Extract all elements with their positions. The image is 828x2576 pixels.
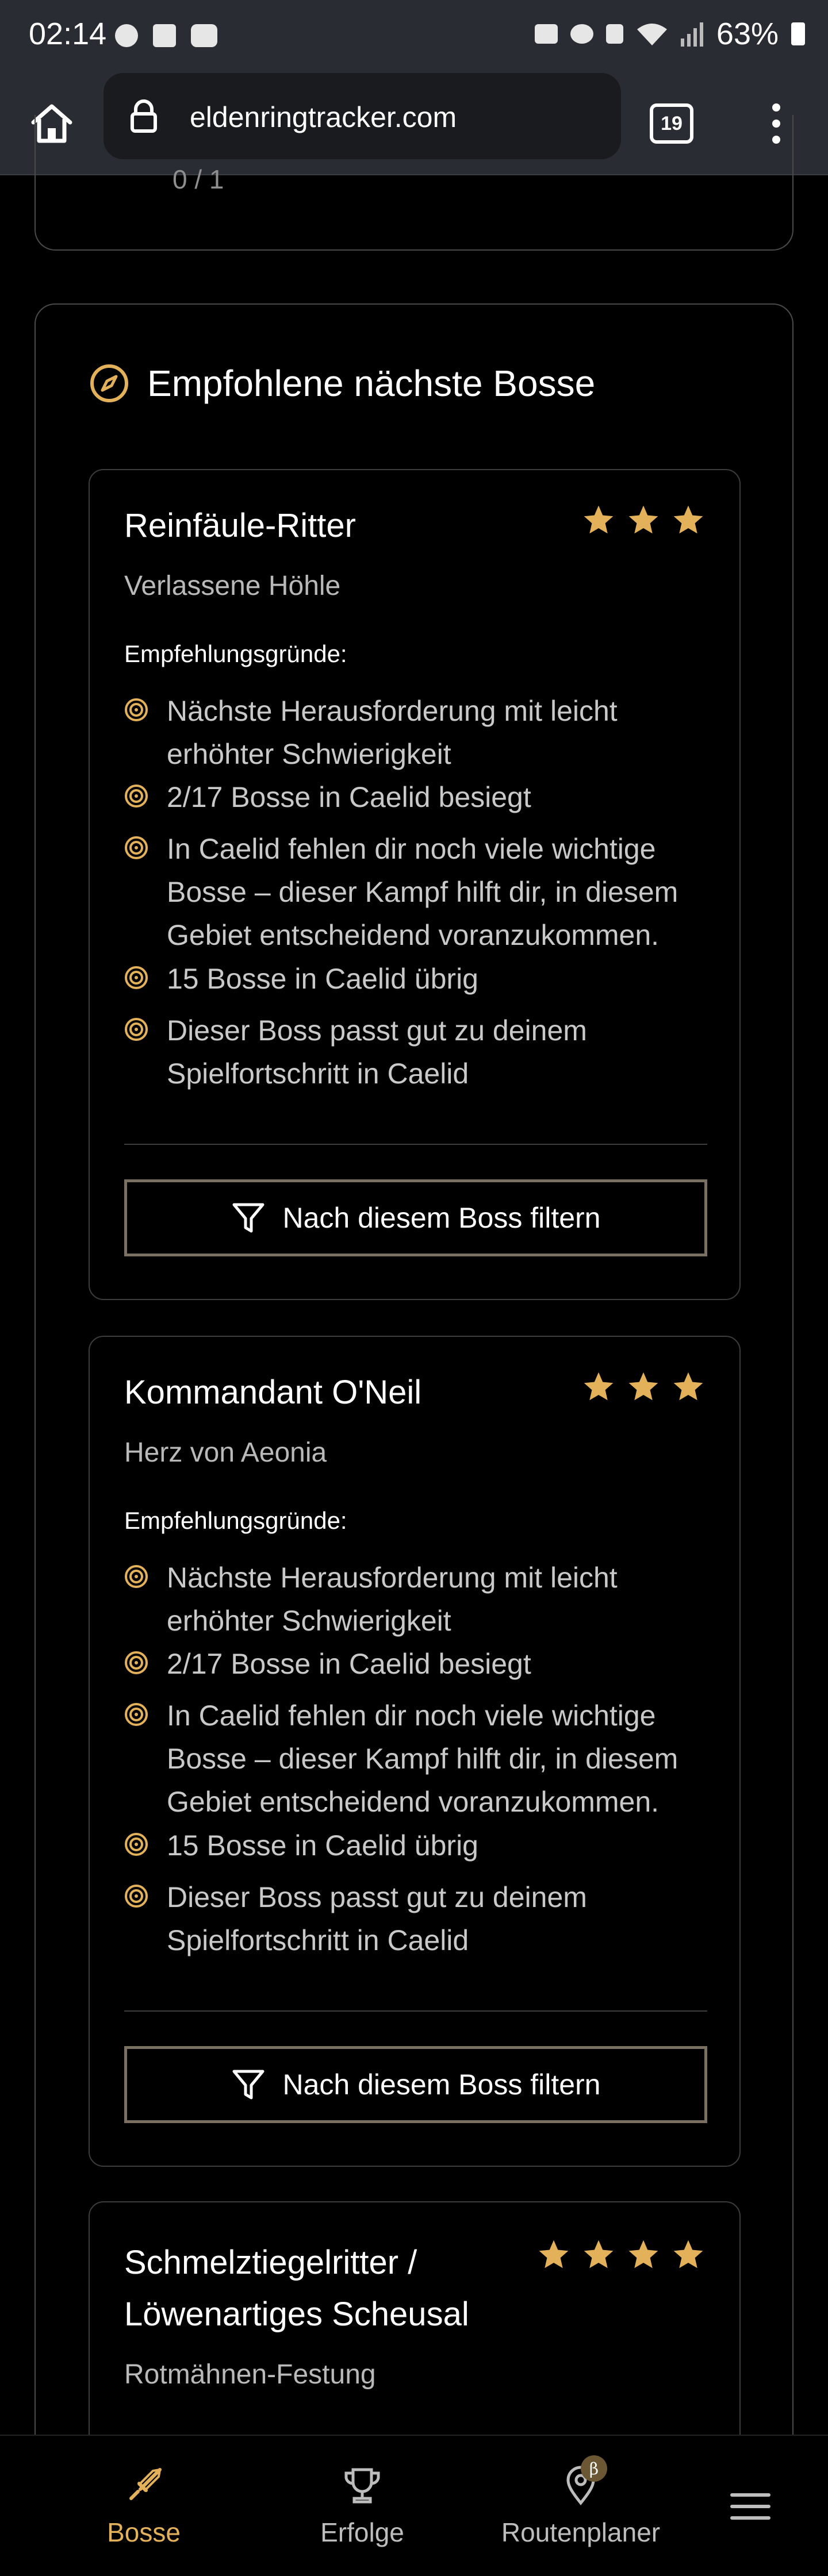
filter-by-boss-button[interactable] xyxy=(124,2046,707,2123)
reason-text: In Caelid fehlen dir noch viele wichtige Bosse – dieser Kampf hilft dir, in diesem Gebiet entscheidend voranzukommen. xyxy=(167,833,678,951)
signal-icon xyxy=(681,21,704,47)
alarm-icon xyxy=(570,24,593,44)
card-divider xyxy=(124,2010,707,2012)
star-icon xyxy=(582,1370,615,1404)
difficulty-stars xyxy=(537,2238,705,2271)
sword-icon xyxy=(123,2465,164,2506)
reason-item xyxy=(124,1824,711,1867)
target-icon xyxy=(124,836,148,860)
reasons-title: Empfehlungsgründe: xyxy=(124,640,347,667)
dot xyxy=(772,103,780,112)
target-icon xyxy=(124,698,148,722)
target-icon xyxy=(124,1564,148,1589)
star-icon xyxy=(627,2238,660,2271)
reason-item xyxy=(124,1876,711,1962)
battery-percent: 63% xyxy=(716,17,779,51)
target-icon xyxy=(124,784,148,808)
recommended-bosses-section xyxy=(34,303,793,2528)
target-icon xyxy=(124,1884,148,1908)
boss-card xyxy=(89,469,741,1300)
bottom-navigation xyxy=(0,2435,828,2576)
reason-item xyxy=(124,776,711,819)
target-icon xyxy=(124,1832,148,1856)
reason-item xyxy=(124,1694,711,1824)
star-icon xyxy=(672,503,705,537)
nav-label: Routenplaner xyxy=(501,2517,661,2547)
reason-item xyxy=(124,1643,711,1686)
wifi-icon xyxy=(636,21,668,47)
compass-icon xyxy=(89,363,130,404)
difficulty-stars xyxy=(582,503,705,537)
reason-item xyxy=(124,1009,711,1095)
status-time: 02:14 xyxy=(29,17,107,51)
target-icon xyxy=(124,1017,148,1041)
star-icon xyxy=(627,1370,660,1404)
status-bar xyxy=(0,0,828,72)
previous-progress-text: 0 / 1 xyxy=(172,164,224,194)
reason-text: 2/17 Bosse in Caelid besiegt xyxy=(167,1648,531,1680)
image-icon xyxy=(153,24,176,47)
boss-location: Rotmähnen-Festung xyxy=(124,2359,376,2390)
bed-icon xyxy=(535,24,558,44)
reason-text: 2/17 Bosse in Caelid besiegt xyxy=(167,781,531,813)
boss-name: Schmelztiegelritter / Löwenartiges Scheusal xyxy=(124,2244,469,2333)
section-header xyxy=(89,362,595,405)
status-left-icons xyxy=(115,24,217,47)
status-right-icons xyxy=(535,16,805,52)
card-divider xyxy=(124,1144,707,1145)
star-icon xyxy=(672,2238,705,2271)
reason-text: Nächste Herausforderung mit leicht erhöhter Schwierigkeit xyxy=(167,695,618,770)
star-icon xyxy=(627,503,660,537)
battery-icon xyxy=(791,22,805,45)
boss-name: Reinfäule-Ritter xyxy=(124,507,356,544)
bluetooth-icon xyxy=(606,24,623,44)
target-icon xyxy=(124,966,148,990)
boss-location: Verlassene Höhle xyxy=(124,571,341,601)
target-icon xyxy=(124,1651,148,1675)
boss-card xyxy=(89,1336,741,2167)
nav-item-bosse[interactable] xyxy=(86,2436,201,2576)
reason-text: Dieser Boss passt gut zu deinem Spielfortschritt in Caelid xyxy=(167,1881,587,1956)
reason-item xyxy=(124,690,711,776)
reason-item xyxy=(124,828,711,957)
minus-circle-icon xyxy=(115,24,138,47)
reasons-title: Empfehlungsgründe: xyxy=(124,1507,347,1534)
web-icon xyxy=(191,24,217,47)
star-icon xyxy=(537,2238,570,2271)
url-text: eldenringtracker.com xyxy=(190,101,457,133)
boss-location: Herz von Aeonia xyxy=(124,1437,327,1468)
filter-button-label: Nach diesem Boss filtern xyxy=(282,1202,601,1234)
nav-label: Erfolge xyxy=(320,2517,404,2547)
reason-text: 15 Bosse in Caelid übrig xyxy=(167,963,478,995)
reason-item xyxy=(124,958,711,1001)
hamburger-menu-icon xyxy=(730,2486,771,2527)
nav-item-routenplaner[interactable] xyxy=(494,2436,667,2576)
star-icon xyxy=(672,1370,705,1404)
star-icon xyxy=(582,2238,615,2271)
filter-button-label: Nach diesem Boss filtern xyxy=(282,2069,601,2101)
tabs-button[interactable]: 19 xyxy=(650,103,693,144)
nav-item-menu[interactable] xyxy=(719,2436,782,2576)
filter-by-boss-button[interactable] xyxy=(124,1179,707,1256)
filter-icon xyxy=(231,2067,266,2102)
reason-text: In Caelid fehlen dir noch viele wichtige Bosse – dieser Kampf hilft dir, in diesem Gebiet entscheidend voranzukommen. xyxy=(167,1700,678,1818)
difficulty-stars xyxy=(582,1370,705,1404)
star-icon xyxy=(582,503,615,537)
trophy-icon xyxy=(342,2465,383,2506)
section-title: Empfohlene nächste Bosse xyxy=(147,363,596,404)
reason-text: Dieser Boss passt gut zu deinem Spielfortschritt in Caelid xyxy=(167,1014,587,1090)
beta-badge: β xyxy=(581,2455,607,2482)
nav-item-erfolge[interactable] xyxy=(305,2436,420,2576)
nav-label: Bosse xyxy=(107,2517,181,2547)
target-icon xyxy=(124,1702,148,1727)
reason-text: Nächste Herausforderung mit leicht erhöhter Schwierigkeit xyxy=(167,1562,618,1637)
filter-icon xyxy=(231,1200,266,1236)
reason-item xyxy=(124,1556,711,1643)
previous-card xyxy=(34,115,793,251)
reason-text: 15 Bosse in Caelid übrig xyxy=(167,1829,478,1862)
boss-name: Kommandant O'Neil xyxy=(124,1374,422,1411)
